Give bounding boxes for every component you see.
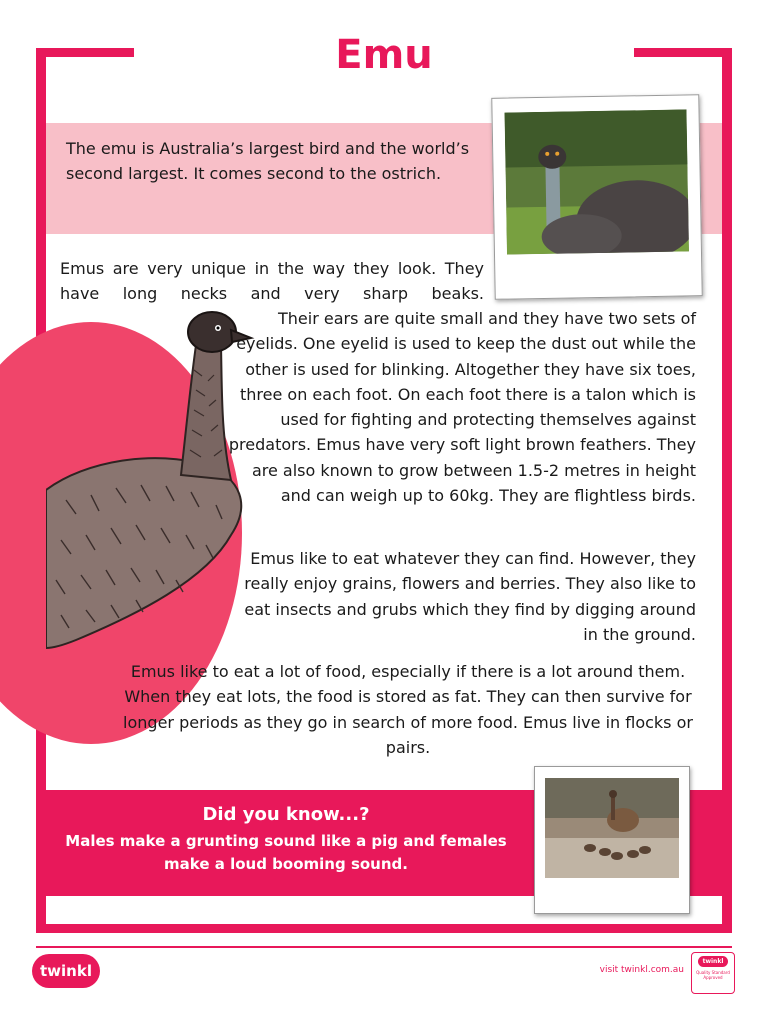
badge-subtitle: Quality Standard Approved xyxy=(696,970,730,980)
emu-photo xyxy=(505,109,689,254)
paragraph-features: Their ears are quite small and they have two sets of eyelids. One eyelid is used to keep the dust out while the other is used for blinking. Altogether they have six toes, three on each foot. On each foot there is a talon which is used for fighting and protecting themselves against predators. Emus have very soft light brown feathers. They are also known to grow between 1.5-2 metres in height and can weigh up to 60kg. They are flightless birds. xyxy=(228,309,696,506)
paragraph-food-storage: Emus like to eat a lot of food, especially if there is a lot around them. When they eat lots, the food is stored as fat. They can then survive for longer periods as they go in search of more food. Emus live in flocks or pairs. xyxy=(123,662,693,757)
badge-title: twinkl xyxy=(698,956,728,967)
twinkl-logo[interactable]: twinkl xyxy=(32,954,100,988)
frame-bottom-border xyxy=(36,924,732,933)
did-you-know-title: Did you know...? xyxy=(202,804,370,825)
emu-photo-frame xyxy=(491,94,702,300)
emu-family-photo xyxy=(545,778,679,878)
intro-text: The emu is Australia’s largest bird and the world’s second largest. It comes second to the ostrich. xyxy=(66,139,470,183)
frame-right-border xyxy=(722,48,732,933)
footer-divider xyxy=(36,946,732,948)
emu-family-photo-frame xyxy=(534,766,690,914)
paragraph-appearance: Emus are very unique in the way they look. They have long necks and very sharp beaks. xyxy=(60,259,484,304)
paragraph-diet: Emus like to eat whatever they can find. However, they really enjoy grains, flowers and berries. They also like to eat insects and grubs which they find by digging around in the ground. xyxy=(244,549,696,644)
quality-badge xyxy=(691,952,735,994)
page-title: Emu xyxy=(335,32,433,78)
footer-url-link[interactable]: visit twinkl.com.au xyxy=(599,965,684,975)
did-you-know-text: Males make a grunting sound like a pig and females make a loud booming sound. xyxy=(65,832,507,873)
